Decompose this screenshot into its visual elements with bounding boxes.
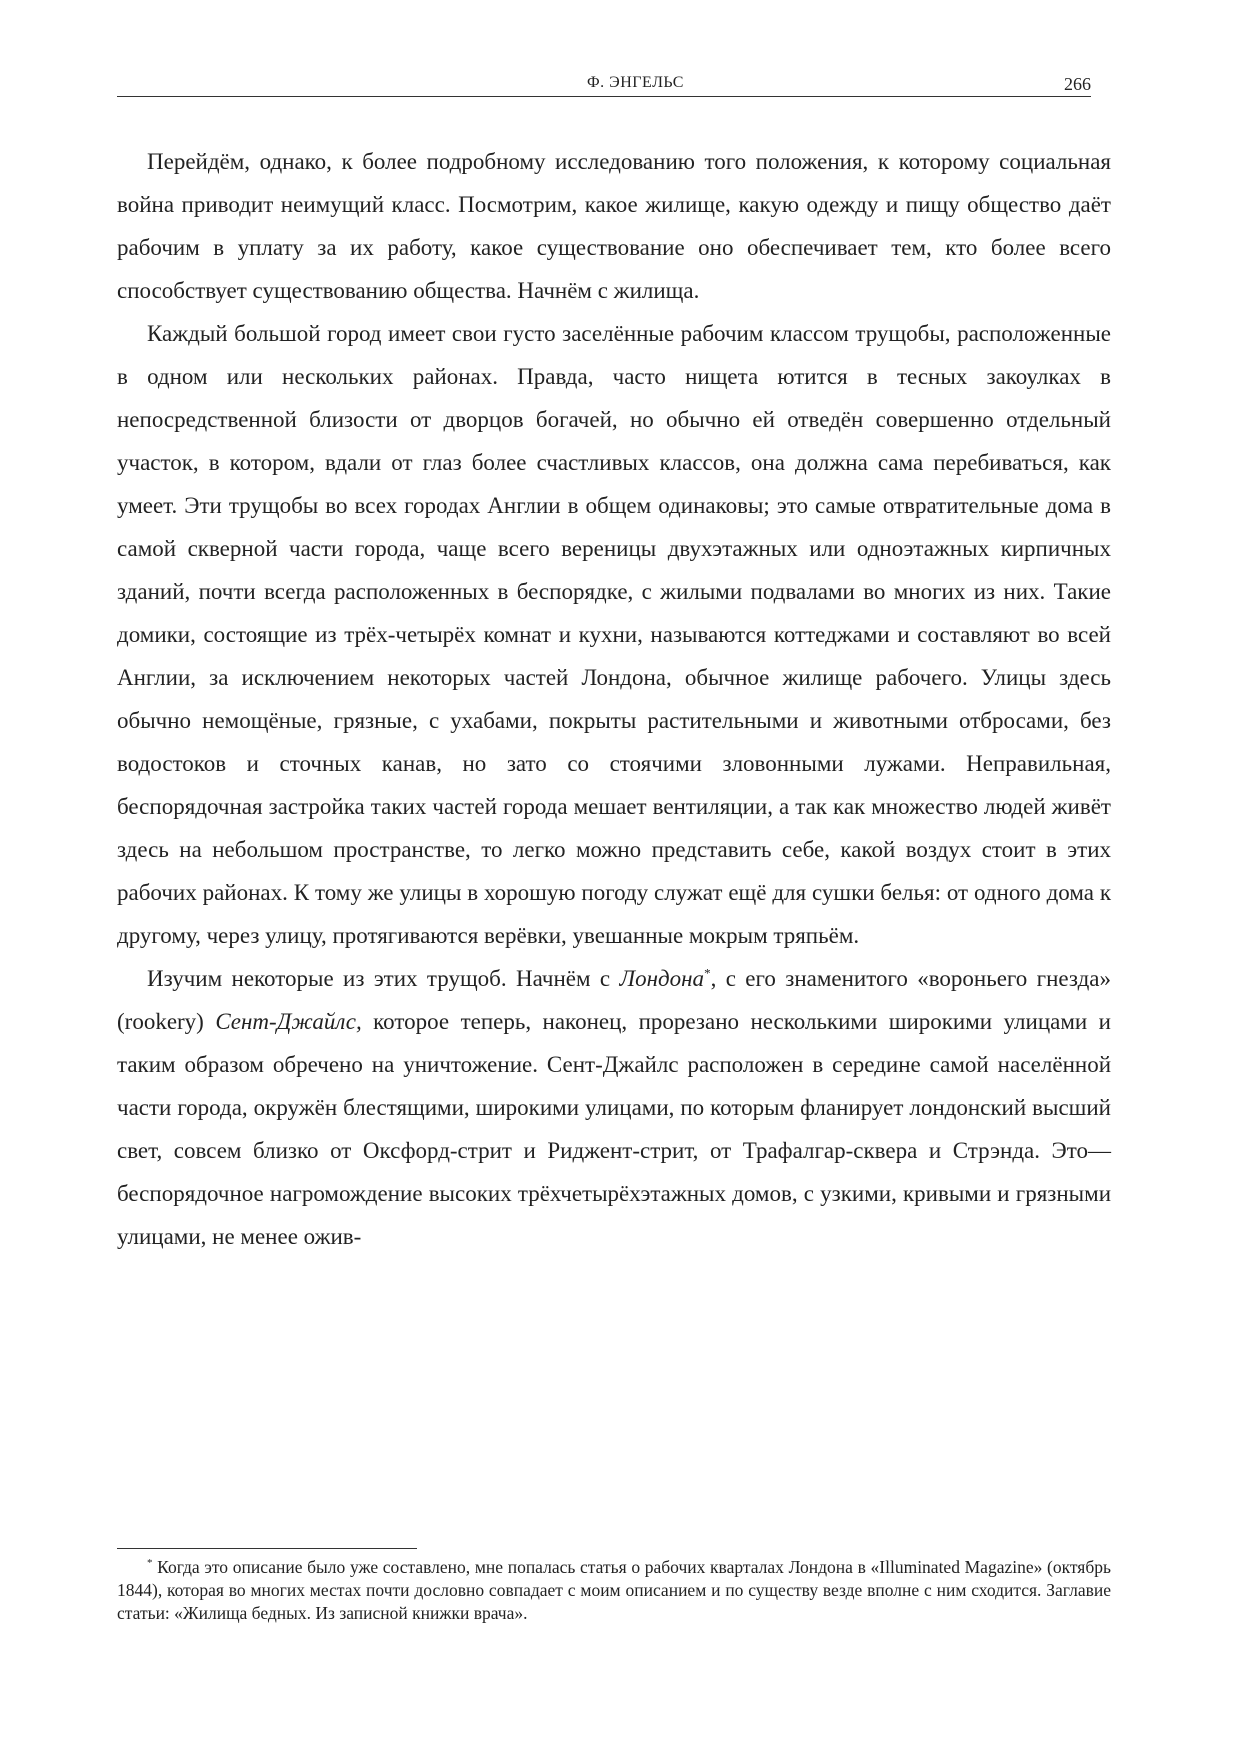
- footnote: [117, 1556, 1111, 1625]
- paragraph-2: Каждый большой город имеет свои густо заселённые рабочим классом трущобы, расположенные в одном или нескольких районах. Правда, часто нищета ютится в тесных закоулках в непосредственной близости от дворцов богачей, но обычно ей отведён совершенно отдельный участок, в котором, вдали от глаз более счастливых классов, она должна сама перебиваться, как умеет. Эти трущобы во всех городах Англии в общем одинаковы; это самые отвратительные дома в самой скверной части города, чаще всего вереницы двухэтажных или одноэтажных кирпичных зданий, почти всегда расположенных в беспорядке, с жилыми подвалами во многих из них. Такие домики, состоящие из трёх-четырёх комнат и кухни, называются коттеджами и составляют во всей Англии, за исключением некоторых частей Лондона, обычное жилище рабочего. Улицы здесь обычно немощёные, грязные, с ухабами, покрыты растительными и животными отбросами, без водостоков и сточных канав, но зато со стоячими зловонными лужами. Неправильная, беспорядочная застройка таких частей города мешает вентиляции, а так как множество людей живёт здесь на небольшом пространстве, то легко можно представить себе, какой воздух стоит в этих рабочих районах. К тому же улицы в хорошую погоду служат ещё для сушки белья: от одного дома к другому, через улицу, протягиваются верёвки, увешанные мокрым тряпьём.: [117, 321, 1111, 948]
- paragraph-3-text-b: , с его знаменитого «вороньего гнезда» (rookery): [117, 966, 1111, 1034]
- paragraph-3-text-c: которое теперь, наконец, прорезано несколькими широкими улицами и таким образом обречено на уничтожение. Сент-Джайлс расположен в середине самой населённой части города, окружён блестящими, широкими улицами, по которым фланирует лондонский высший свет, совсем близко от Оксфорд-стрит и Риджент-стрит, от Трафалгар-сквера и Стрэнда. Это— беспорядочное нагромождение высоких трёхчетырёхэтажных домов, с узкими, кривыми и грязными улицами, не менее ожив-: [117, 1009, 1111, 1249]
- header-author: Ф. ЭНГЕЛЬС: [587, 74, 684, 91]
- paragraph-3: [117, 957, 1111, 1258]
- page-number: 266: [1064, 74, 1091, 94]
- footnote-text: Когда это описание было уже составлено, мне попалась статья о рабочих кварталах Лондона в «Illuminated Magazine» (октябрь 1844), которая во многих местах почти дословно совпадает с моим описанием и по существу везде вполне с ним сходится. Заглавие статьи: «Жилища бедных. Из записной книжки врача».: [117, 1557, 1111, 1623]
- footnote-separator: [117, 1548, 417, 1549]
- st-giles-italic: Сент-Джайлс,: [215, 1009, 362, 1034]
- paragraph-3-text-a: Изучим некоторые из этих трущоб. Начнём с: [147, 966, 620, 991]
- footnote-reference[interactable]: *: [704, 965, 711, 981]
- paragraph-1: Перейдём, однако, к более подробному исследованию того положения, к которому социальная война приводит неимущий класс. Посмотрим, какое жилище, какую одежду и пищу общество даёт рабочим в уплату за их работу, какое существование оно обеспечивает тем, кто более всего способствует существованию общества. Начнём с жилища.: [117, 149, 1111, 303]
- footnote-mark: *: [147, 1557, 153, 1570]
- london-italic: Лондона: [619, 966, 705, 991]
- running-header: [117, 72, 1091, 97]
- body-text: [117, 140, 1111, 1258]
